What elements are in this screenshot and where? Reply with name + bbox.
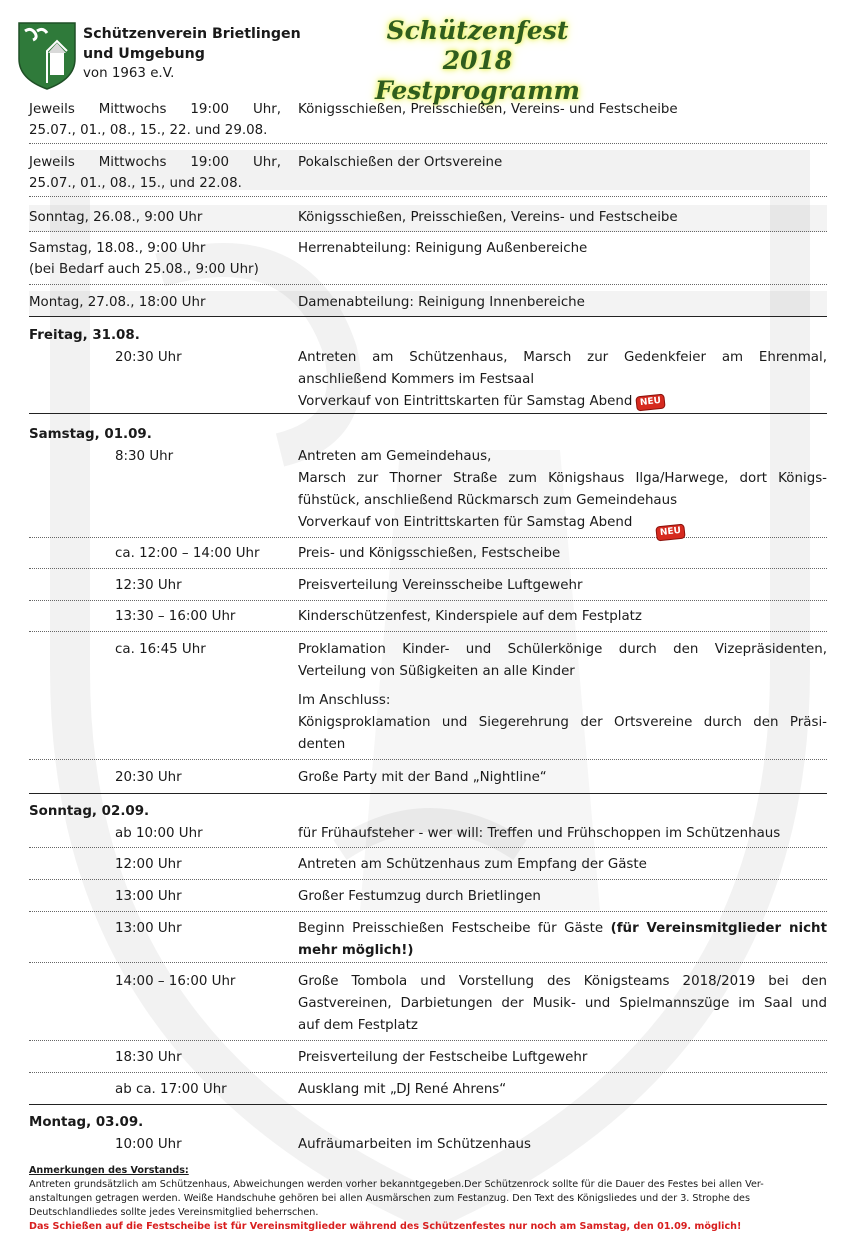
item-time: 13:30 – 16:00 Uhr xyxy=(115,609,236,624)
list-item xyxy=(29,542,827,569)
list-item xyxy=(29,99,827,144)
list-item xyxy=(29,885,827,912)
item-text-line1: Antreten am Schützenhaus, Marsch zur Gedenkfeier am Ehrenmal, xyxy=(298,350,827,365)
item-text-line2: Verteilung von Süßigkeiten an alle Kinder xyxy=(298,664,575,679)
item-text-regular: Beginn Preisschießen Festscheibe für Gäste xyxy=(298,921,604,936)
item-time: 20:30 Uhr xyxy=(115,770,182,785)
item-time: 10:00 Uhr xyxy=(115,1137,182,1152)
new-badge-icon: NEU xyxy=(636,394,666,412)
item-text-line1: Proklamation Kinder- und Schülerkönige durch den Vizepräsidenten, xyxy=(298,642,827,657)
club-name-line2: und Umgebung xyxy=(83,46,205,62)
item-time: 13:00 Uhr xyxy=(115,889,182,904)
item-time: 12:00 Uhr xyxy=(115,857,182,872)
club-crest-icon xyxy=(17,21,77,91)
item-text-line3 xyxy=(298,391,827,413)
item-text-line2: Gastvereinen, Darbietungen der Musik- und Spielmannszüge im Saal und xyxy=(298,996,827,1011)
item-text-line1 xyxy=(298,918,827,940)
day-heading: Montag, 03.09. xyxy=(29,1115,144,1130)
item-text-line2: mehr möglich!) xyxy=(298,943,414,958)
list-item xyxy=(29,1078,827,1105)
day-heading: Samstag, 01.09. xyxy=(29,427,152,442)
notes-line3: Deutschlandliedes sollte jedes Vereinsmitglied beherrschen. xyxy=(29,1207,319,1218)
item-date-line2: 25.07., 01., 08., 15., 22. und 29.08. xyxy=(29,123,268,138)
item-text-line4: Königsproklamation und Siegerehrung der Ortsvereine durch den Präsi- xyxy=(298,715,827,730)
item-text: Aufräumarbeiten im Schützenhaus xyxy=(298,1137,532,1152)
item-text-line2: Marsch zur Thorner Straße zum Königshaus Ilga/Harwege, dort Königs- xyxy=(298,471,827,486)
day-section-friday xyxy=(29,321,827,414)
list-item xyxy=(29,766,827,794)
item-time: ab ca. 17:00 Uhr xyxy=(115,1082,227,1097)
item-text-line3: fühstück, anschließend Rückmarsch zum Gemeindehaus xyxy=(298,493,678,508)
item-text: Pokalschießen der Ortsvereine xyxy=(298,155,503,170)
club-founded: von 1963 e.V. xyxy=(83,66,175,81)
item-date-line1: Samstag, 18.08., 9:00 Uhr xyxy=(29,241,206,256)
item-text-line4-label: Vorverkauf von Eintrittskarten für Samstag Abend xyxy=(298,515,633,530)
item-date-line1: Sonntag, 26.08., 9:00 Uhr xyxy=(29,210,203,225)
item-time: ab 10:00 Uhr xyxy=(115,826,203,841)
item-text: Preisverteilung der Festscheibe Luftgewehr xyxy=(298,1050,588,1065)
item-text: Ausklang mit „DJ René Ahrens“ xyxy=(298,1082,507,1097)
club-name-line1: Schützenverein Brietlingen xyxy=(83,26,301,42)
item-text: Königsschießen, Preisschießen, Vereins- und Festscheibe xyxy=(298,210,678,225)
day-section-sunday xyxy=(29,799,827,848)
item-text: Königsschießen, Preisschießen, Vereins- und Festscheibe xyxy=(298,102,678,117)
fest-title xyxy=(360,16,595,106)
list-item xyxy=(29,970,827,1041)
list-item xyxy=(29,638,827,760)
item-text: Herrenabteilung: Reinigung Außenbereiche xyxy=(298,241,588,256)
item-time: 18:30 Uhr xyxy=(115,1050,182,1065)
item-time: 14:00 – 16:00 Uhr xyxy=(115,974,236,989)
notes-line2: anstaltungen getragen werden. Weiße Handschuhe gehören bei allen Ausmärschen zum Festanzug. Den Text des Königsliedes und der 3. Strophe des xyxy=(29,1193,750,1204)
item-text-bold: (für Vereinsmitglieder nicht xyxy=(610,921,827,936)
notes-heading: Anmerkungen des Vorstands: xyxy=(29,1165,189,1176)
notes-warning: Das Schießen auf die Festscheibe ist für Vereinsmitglieder während des Schützenfestes nur noch am Samstag, den 01.09. möglich! xyxy=(29,1221,742,1232)
list-item xyxy=(29,238,827,285)
list-item xyxy=(29,574,827,601)
notes-line1: Antreten grundsätzlich am Schützenhaus, Abweichungen werden vorher bekanntgegeben.Der Schützenrock sollte für die Dauer des Festes bei allen Ver- xyxy=(29,1179,764,1190)
list-item xyxy=(29,853,827,880)
list-item xyxy=(29,291,827,317)
item-text-line1: Antreten am Gemeindehaus, xyxy=(298,449,492,464)
item-text-line3: auf dem Festplatz xyxy=(298,1018,418,1033)
item-text-line3: Im Anschluss: xyxy=(298,693,391,708)
item-text-line2: anschließend Kommers im Festsaal xyxy=(298,372,535,387)
list-item xyxy=(29,917,827,963)
item-time: ca. 16:45 Uhr xyxy=(115,642,206,657)
new-badge-icon: NEU xyxy=(656,524,686,542)
item-text: Damenabteilung: Reinigung Innenbereiche xyxy=(298,295,585,310)
item-text-line3-label: Vorverkauf von Eintrittskarten für Samstag Abend xyxy=(298,394,633,409)
club-name xyxy=(83,24,301,84)
item-text: für Frühaufsteher - wer will: Treffen und Frühschoppen im Schützenhaus xyxy=(298,826,781,841)
day-heading: Freitag, 31.08. xyxy=(29,328,140,343)
item-text: Preisverteilung Vereinsscheibe Luftgewehr xyxy=(298,578,583,593)
item-time: 20:30 Uhr xyxy=(115,350,182,365)
item-date-line1: Jeweils Mittwochs 19:00 Uhr, xyxy=(29,102,281,117)
day-section-saturday xyxy=(29,422,827,538)
item-time: 12:30 Uhr xyxy=(115,578,182,593)
board-notes xyxy=(29,1164,827,1234)
list-item xyxy=(29,1046,827,1073)
item-date-line1: Jeweils Mittwochs 19:00 Uhr, xyxy=(29,155,281,170)
item-date-line2: 25.07., 01., 08., 15., und 22.08. xyxy=(29,176,242,191)
item-time: ca. 12:00 – 14:00 Uhr xyxy=(115,546,260,561)
item-text: Kinderschützenfest, Kinderspiele auf dem Festplatz xyxy=(298,609,642,624)
day-section-monday xyxy=(29,1110,827,1160)
item-time: 13:00 Uhr xyxy=(115,921,182,936)
item-text: Preis- und Königsschießen, Festscheibe xyxy=(298,546,561,561)
item-text-line1: Große Tombola und Vorstellung des Königsteams 2018/2019 bei den xyxy=(298,974,827,989)
fest-title-program: Festprogramm xyxy=(375,76,580,105)
item-text-line4 xyxy=(298,512,827,540)
item-date-line1: Montag, 27.08., 18:00 Uhr xyxy=(29,295,206,310)
item-date-line2: (bei Bedarf auch 25.08., 9:00 Uhr) xyxy=(29,262,259,277)
item-time: 8:30 Uhr xyxy=(115,449,174,464)
fest-title-year: Schützenfest 2018 xyxy=(386,16,569,75)
day-heading: Sonntag, 02.09. xyxy=(29,804,150,819)
item-text: Großer Festumzug durch Brietlingen xyxy=(298,889,541,904)
item-text-line5: denten xyxy=(298,737,346,752)
list-item xyxy=(29,152,827,197)
list-item xyxy=(29,205,827,232)
list-item xyxy=(29,605,827,632)
item-text: Antreten am Schützenhaus zum Empfang der Gäste xyxy=(298,857,647,872)
item-text: Große Party mit der Band „Nightline“ xyxy=(298,770,547,785)
